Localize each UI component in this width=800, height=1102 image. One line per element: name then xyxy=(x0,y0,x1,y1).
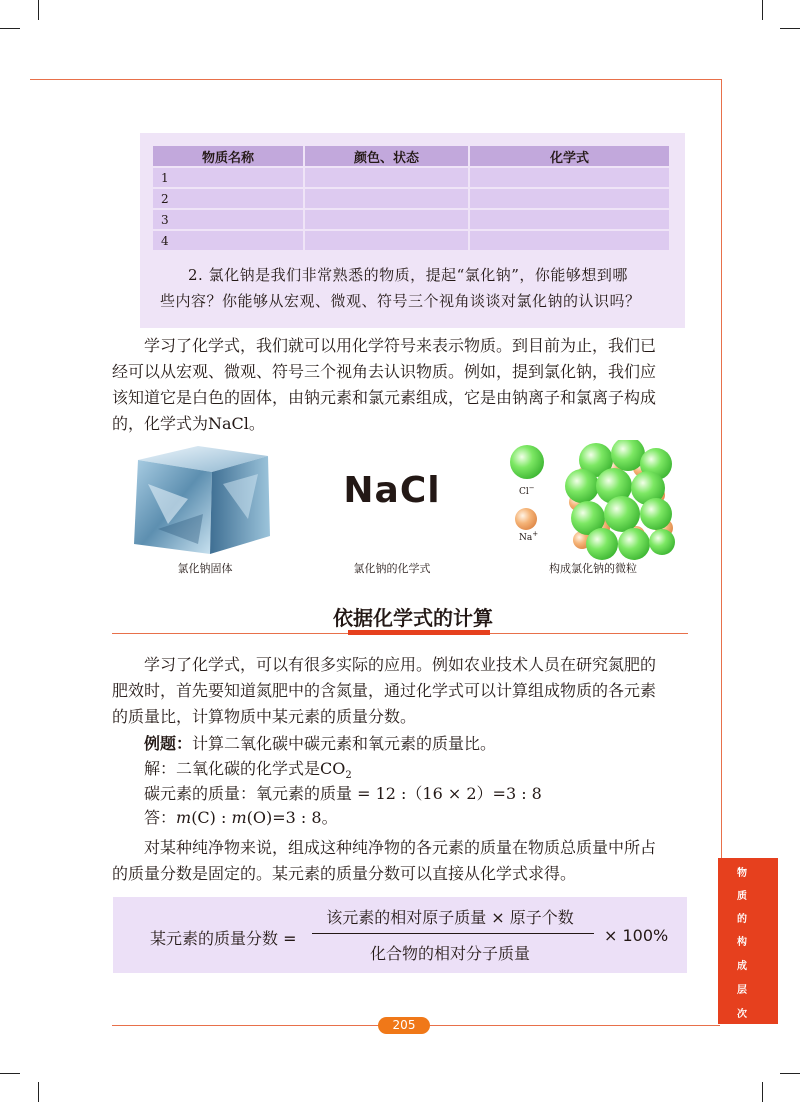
nacl-lattice xyxy=(565,440,675,560)
sodium-ion xyxy=(515,508,537,530)
table-cell xyxy=(469,167,670,188)
crop-mark xyxy=(0,28,20,29)
caption-particles: 构成氯化钠的微粒 xyxy=(549,562,637,575)
table-cell xyxy=(304,230,469,251)
crop-mark xyxy=(762,1082,763,1102)
section-title: 依据化学式的计算 xyxy=(333,606,493,630)
mass-ratio-line: 碳元素的质量：氧元素的质量 = 12 :（16 × 2）=3 : 8 xyxy=(144,784,542,803)
side-tab-char: 次 xyxy=(737,1009,747,1020)
paragraph-line: 的质量比，计算物质中某元素的质量分数。 xyxy=(112,707,417,726)
table-cell xyxy=(304,188,469,209)
caption-formula: 氯化钠的化学式 xyxy=(353,562,431,575)
side-tab-char: 质 xyxy=(737,891,747,902)
table-cell xyxy=(469,209,670,230)
sodium-label: Na+ xyxy=(519,530,539,543)
page-number: 205 xyxy=(378,1017,430,1034)
table-cell xyxy=(469,230,670,251)
answer-line: 答：m(C) : m(O)=3 : 8。 xyxy=(144,808,338,827)
salt-crystal-image xyxy=(128,444,274,559)
caption-salt-solid: 氯化钠固体 xyxy=(177,562,233,575)
table-cell xyxy=(469,188,670,209)
nacl-formula-text: NaCl xyxy=(343,470,441,511)
example-label: 例题： xyxy=(144,734,193,753)
paragraph-line: 的质量分数是固定的。某元素的质量分数可以直接从化学式求得。 xyxy=(112,864,577,883)
side-tab-char: 层 xyxy=(737,985,747,996)
substance-table xyxy=(151,144,671,252)
paragraph-line: 的，化学式为NaCl。 xyxy=(112,414,265,433)
example-line xyxy=(144,732,496,756)
intro-paragraph xyxy=(112,333,688,437)
chloride-ion xyxy=(510,445,544,479)
crop-mark xyxy=(780,1073,800,1074)
crop-mark xyxy=(780,28,800,29)
table-row xyxy=(152,230,670,251)
side-tab-char: 构 xyxy=(737,937,747,948)
table-header: 颜色、状态 xyxy=(304,145,469,167)
table-row xyxy=(152,167,670,188)
row-number: 4 xyxy=(152,230,304,251)
section-paragraph-1 xyxy=(112,652,688,730)
formula-denominator: 化合物的相对分子质量 xyxy=(369,944,530,963)
question-line: 2. 氯化钠是我们非常熟悉的物质，提起“氯化钠”，你能够想到哪 xyxy=(188,266,628,284)
row-number: 3 xyxy=(152,209,304,230)
side-tab-char: 物 xyxy=(737,868,747,879)
crop-mark xyxy=(38,0,39,20)
chloride-label: Cl− xyxy=(519,484,535,497)
margin-rule xyxy=(721,79,722,859)
row-number: 1 xyxy=(152,167,304,188)
row-number: 2 xyxy=(152,188,304,209)
formula-lhs: 某元素的质量分数 = xyxy=(150,929,297,948)
crop-mark xyxy=(0,1073,20,1074)
crop-mark xyxy=(762,0,763,20)
fraction-bar xyxy=(312,933,594,934)
table-header: 物质名称 xyxy=(152,145,304,167)
exercise-question-2 xyxy=(160,262,680,314)
section-rule-accent xyxy=(348,630,490,635)
formula-multiplier: × 100% xyxy=(604,926,669,945)
side-tab-char: 成 xyxy=(737,961,747,972)
paragraph-line: 肥效时，首先要知道氮肥中的含氮量，通过化学式可以计算组成物质的各元素 xyxy=(112,681,657,700)
table-row xyxy=(152,188,670,209)
table-cell xyxy=(304,167,469,188)
table-row xyxy=(152,209,670,230)
paragraph-line: 对某种纯净物来说，组成这种纯净物的各元素的质量在物质总质量中所占 xyxy=(144,838,657,857)
example-text: 计算二氧化碳中碳元素和氧元素的质量比。 xyxy=(192,734,497,753)
side-tab-char: 的 xyxy=(737,914,747,925)
header-rule xyxy=(30,79,722,80)
section-paragraph-2 xyxy=(112,835,688,887)
formula-numerator: 该元素的相对原子质量 × 原子个数 xyxy=(326,908,574,927)
ion-particles-image xyxy=(506,440,676,562)
crop-mark xyxy=(38,1082,39,1102)
paragraph-line: 学习了化学式，我们就可以用化学符号来表示物质。到目前为止，我们已 xyxy=(144,336,657,355)
paragraph-line: 学习了化学式，可以有很多实际的应用。例如农业技术人员在研究氮肥的 xyxy=(144,655,657,674)
table-cell xyxy=(304,209,469,230)
question-line: 些内容？你能够从宏观、微观、符号三个视角谈谈对氯化钠的认识吗？ xyxy=(160,292,641,310)
paragraph-line: 该知道它是白色的固体，由钠元素和氯元素组成，它是由钠离子和氯离子构成 xyxy=(112,388,657,407)
paragraph-line: 经可以从宏观、微观、符号三个视角去认识物质。例如，提到氯化钠，我们应 xyxy=(112,362,657,381)
table-header: 化学式 xyxy=(469,145,670,167)
solution-line: 解：二氧化碳的化学式是$CO_2$ xyxy=(144,759,352,782)
